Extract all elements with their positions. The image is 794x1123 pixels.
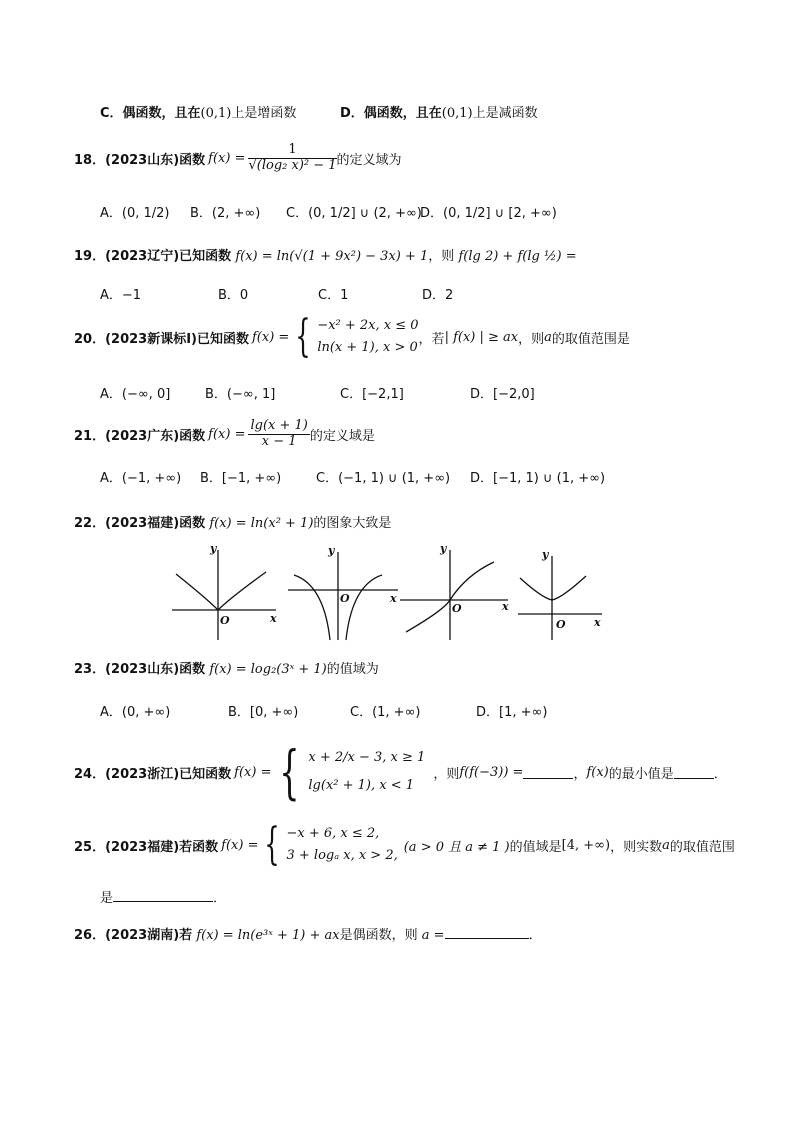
q18-number: 18．	[74, 152, 106, 168]
q22-source: (2023福建)函数	[105, 516, 206, 531]
q21-option-a: A．(−1, +∞)	[100, 471, 182, 486]
q19-option-a: A．−1	[100, 288, 142, 303]
q22-graph-d-y-label: y	[542, 548, 549, 561]
q24-end: ．	[713, 766, 727, 782]
q22-tail: 的图象大致是	[313, 516, 392, 531]
q18-numerator: 1	[248, 143, 336, 159]
q24-mid: ，则	[433, 766, 460, 782]
q24-tail: 的最小值是	[608, 766, 674, 782]
q24-case1: x + 2/x − 3, x ≥ 1	[308, 750, 426, 765]
q25-var: a	[662, 837, 670, 853]
q25-case2: 3 + logₐ x, x > 2,	[286, 848, 398, 863]
q24-stem	[74, 738, 727, 806]
q22-graph-b-curve-right	[346, 575, 382, 640]
q18-option-a: A．(0, 1/2)	[100, 206, 170, 221]
q24-number: 24．	[74, 766, 106, 782]
q25-line2	[100, 887, 226, 906]
q19-stem	[74, 245, 577, 264]
q23-number: 23．	[74, 662, 106, 677]
q23-stem	[74, 658, 379, 677]
q22-graph-b-x-label: x	[390, 592, 397, 605]
q25-mid2: ，则实数	[610, 839, 663, 855]
q22-graph-b-y-label: y	[328, 544, 335, 557]
q26-stem	[74, 924, 542, 943]
q24-expr: f(f(−3)) =	[459, 764, 524, 780]
q21-stem	[74, 414, 375, 454]
q20-tail: 的取值范围是	[551, 331, 630, 347]
q23-option-b: B．[0, +∞)	[228, 705, 299, 720]
q26-number: 26．	[74, 928, 106, 943]
q20-cond: | f(x) | ≥ ax	[444, 329, 519, 345]
q26-source: (2023湖南)若	[105, 928, 193, 943]
q23-source: (2023山东)函数	[105, 662, 206, 677]
q22-graph-a-curve	[176, 572, 266, 610]
q21-number: 21．	[74, 428, 106, 444]
q18-option-c: C．(0, 1/2] ∪ (2, +∞)	[286, 206, 422, 221]
q20-option-a: A．(−∞, 0]	[100, 387, 171, 402]
q20-source: (2023新课标Ⅰ)已知函数	[105, 331, 249, 347]
q20-number: 20．	[74, 331, 106, 347]
q26-end: ．	[528, 928, 542, 943]
q22-graph-a-x-label: x	[270, 612, 277, 625]
q24-blank-2[interactable]	[674, 766, 714, 779]
q25-stem	[74, 820, 735, 870]
q18-option-d: D．(0, 1/2] ∪ [2, +∞)	[420, 206, 557, 221]
q26-fx: f(x) = ln(e³ˣ + 1) + ax	[196, 928, 340, 943]
q24-case2: lg(x² + 1), x < 1	[308, 778, 415, 793]
q18-source: (2023山东)函数	[105, 152, 206, 168]
q20-case2: ln(x + 1), x > 0	[317, 340, 418, 355]
q17-option-d-tail: 上是减函数	[472, 106, 538, 121]
q18-option-b: B．(2, +∞)	[190, 206, 261, 221]
q19-fx: f(x) = ln(√(1 + 9x²) − 3x) + 1	[235, 249, 429, 264]
q24-mid2: ，	[573, 766, 587, 782]
q24-source: (2023浙江)已知函数	[105, 766, 232, 782]
q20-option-b: B．(−∞, 1]	[205, 387, 276, 402]
q17-option-d-label: D．偶函数，且在	[340, 106, 442, 121]
q20-option-c: C．[−2,1]	[340, 387, 404, 402]
q25-source: (2023福建)若函数	[105, 839, 219, 855]
q24-blank-1[interactable]	[523, 766, 573, 779]
q19-option-d: D．2	[422, 288, 454, 303]
q25-mid: 的值域是	[509, 839, 562, 855]
q22-graph-b-curve-left	[294, 575, 330, 640]
q19-source: (2023辽宁)已知函数	[105, 249, 232, 264]
q25-line2-label: 是	[100, 891, 114, 906]
q21-numerator: lg(x + 1)	[250, 417, 308, 433]
q20-cases	[317, 315, 418, 359]
q24-cases	[308, 744, 425, 800]
q23-fx: f(x) = log₂(3ˣ + 1)	[209, 662, 327, 677]
q17-option-d	[340, 102, 538, 121]
q18-fx: f(x) =	[208, 150, 246, 166]
q19-number: 19．	[74, 249, 106, 264]
q23-option-c: C．(1, +∞)	[350, 705, 421, 720]
q20-stem	[74, 311, 630, 362]
q22-stem	[74, 512, 391, 531]
q21-source: (2023广东)函数	[105, 428, 206, 444]
q20-case1: −x² + 2x, x ≤ 0	[317, 318, 419, 333]
q21-tail: 的定义域是	[309, 428, 375, 444]
q25-number: 25．	[74, 839, 106, 855]
q22-graph-a-origin: O	[220, 614, 230, 627]
q19-option-b: B．0	[218, 288, 249, 303]
q25-brace: {	[264, 819, 281, 870]
q22-graph-b-origin: O	[340, 592, 350, 605]
q22-graph-c-origin: O	[452, 602, 462, 615]
q17-option-d-interval: (0,1)	[441, 106, 473, 121]
q26-mid: 是偶函数，则	[339, 928, 418, 943]
q25-end: ．	[213, 891, 227, 906]
q24-expr2: f(x)	[586, 764, 609, 780]
q17-option-c-tail: 上是增函数	[231, 106, 297, 121]
q22-graph-c	[400, 550, 508, 640]
q23-option-d: D．[1, +∞)	[476, 705, 548, 720]
q25-case1: −x + 6, x ≤ 2,	[286, 826, 380, 841]
q26-blank[interactable]	[445, 926, 529, 939]
q24-fx: f(x) =	[234, 764, 272, 780]
q25-tail: 的取值范围	[669, 839, 735, 855]
q19-expr: f(lg 2) + f(lg ½) =	[458, 249, 577, 264]
q21-option-d: D．[−1, 1) ∪ (1, +∞)	[470, 471, 606, 486]
q22-graph-d-origin: O	[556, 618, 566, 631]
q26-expr: a =	[421, 928, 445, 943]
q17-option-c	[100, 102, 296, 121]
q20-mid: ，若	[418, 331, 445, 347]
q21-fx: f(x) =	[208, 426, 246, 442]
q18-tail: 的定义域为	[336, 152, 402, 168]
q19-option-c: C．1	[318, 288, 349, 303]
q22-number: 22．	[74, 516, 106, 531]
q18-denominator: √(log₂ x)² − 1	[248, 157, 337, 173]
q22-graphs	[166, 540, 616, 645]
q25-fx: f(x) =	[221, 837, 259, 853]
q18-stem	[74, 138, 402, 178]
q20-option-d: D．[−2,0]	[470, 387, 535, 402]
q20-brace: {	[295, 311, 312, 362]
q25-range: [4, +∞)	[561, 837, 611, 853]
q23-tail: 的值域为	[326, 662, 379, 677]
q22-graph-c-y-label: y	[440, 542, 447, 555]
q18-fraction	[248, 143, 336, 174]
q25-blank[interactable]	[113, 889, 213, 902]
q22-graph-a-y-label: y	[210, 542, 217, 555]
q22-graph-d-curve	[520, 576, 586, 600]
q22-fx: f(x) = ln(x² + 1)	[209, 516, 314, 531]
q20-mid2: ，则	[518, 331, 545, 347]
q21-fraction	[248, 419, 309, 450]
q19-mid: ，则	[428, 249, 455, 264]
q20-fx: f(x) =	[252, 329, 290, 345]
q21-option-b: B．[−1, +∞)	[200, 471, 282, 486]
q21-denominator: x − 1	[261, 433, 297, 449]
q17-option-c-interval: (0,1)	[200, 106, 232, 121]
q23-option-a: A．(0, +∞)	[100, 705, 171, 720]
q24-brace: {	[279, 738, 301, 806]
q17-option-c-label: C．偶函数，且在	[100, 106, 201, 121]
q25-cond: (a > 0 且 a ≠ 1 )	[403, 839, 510, 855]
q22-graph-c-x-label: x	[502, 600, 509, 613]
q22-graph-d-x-label: x	[594, 616, 601, 629]
q20-var: a	[544, 329, 552, 345]
q25-cases	[286, 823, 397, 867]
q21-option-c: C．(−1, 1) ∪ (1, +∞)	[316, 471, 451, 486]
